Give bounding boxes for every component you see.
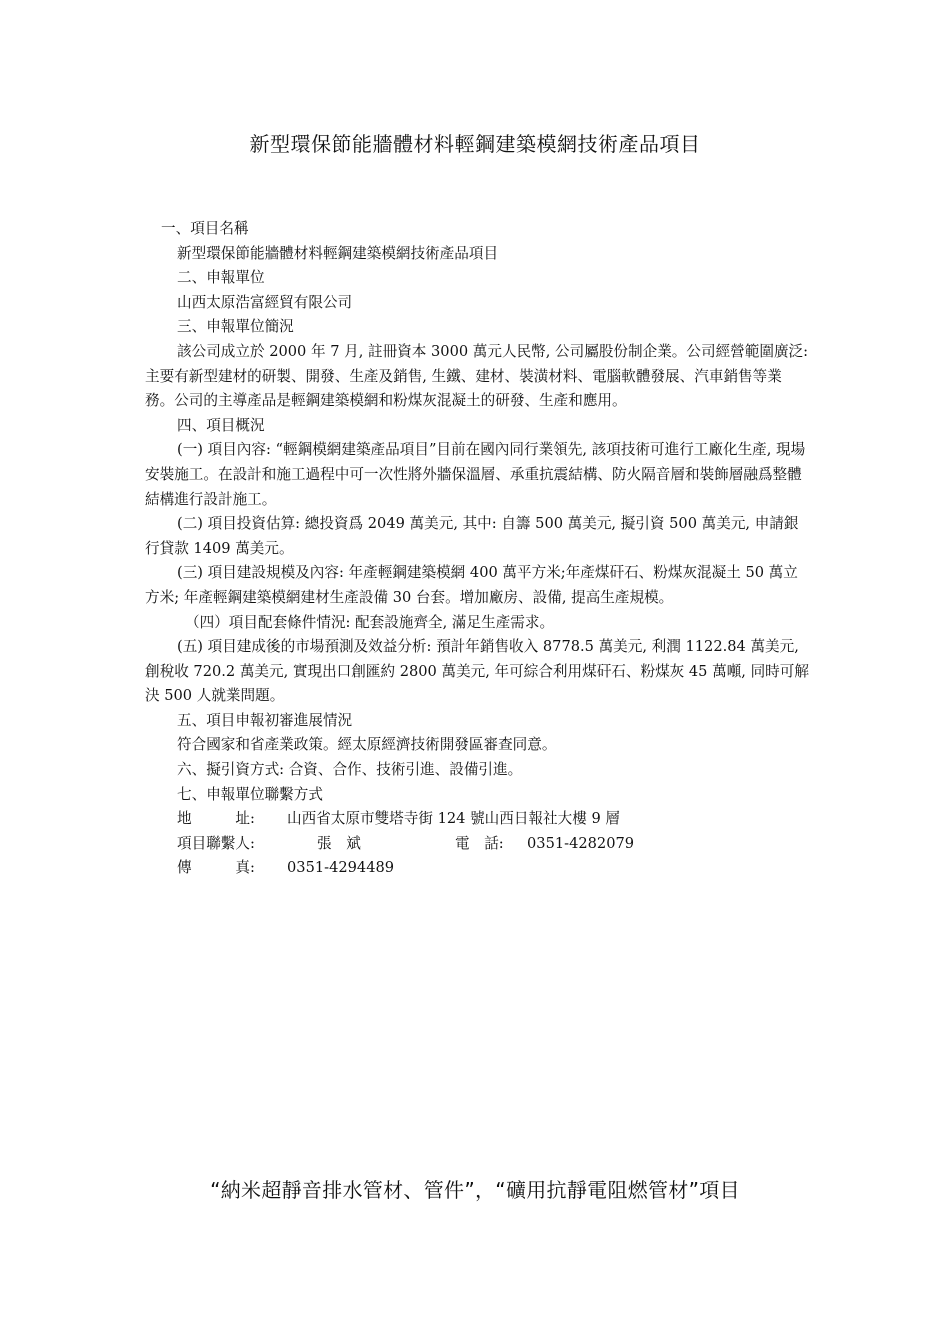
overview-investment-paragraph: (二) 項目投資估算: 總投資爲 2049 萬美元, 其中: 自籌 500 萬美元, 擬引資 500 萬美元, 申請銀行貸款 1409 萬美元。 (145, 515, 799, 557)
overview-scale-paragraph: (三) 項目建設規模及內容: 年產輕鋼建築模網 400 萬平方米;年產煤矸石、粉煤灰混凝土 50 萬立方米; 年產輕鋼建築模網建材生產設備 30 台套。增加廠房、設備, 提高生產規模。 (145, 564, 798, 606)
section-heading-project-name: 一、項目名稱 (161, 220, 249, 237)
tel-value: 0351-4282079 (527, 834, 635, 852)
contact-address-line (145, 807, 810, 832)
overview-market-paragraph: (五) 項目建成後的市場預測及效益分析: 預計年銷售收入 8778.5 萬美元, 利潤 1122.84 萬美元, 創稅收 720.2 萬美元, 實現出口創匯約 2800 萬美元, 年可綜合利用煤矸石、粉煤灰 45 萬噸, 同時可解決 500 人就業問題。 (145, 638, 809, 705)
section-heading-review-progress: 五、項目申報初審進展情況 (177, 711, 353, 729)
document-title: 新型環保節能牆體材料輕鋼建築模網技術產品項目 (249, 132, 701, 156)
section-heading-project-overview: 四、項目概況 (177, 416, 265, 434)
next-project-title: “納米超靜音排水管材、管件”，“礦用抗靜電阻燃管材”項目 (210, 1178, 740, 1202)
fax-value: 0351-4294489 (287, 859, 395, 877)
address-label: 地 址: (177, 810, 255, 828)
applicant-profile-paragraph: 該公司成立於 2000 年 7 月, 註冊資本 3000 萬元人民幣, 公司屬股份制企業。公司經營範圍廣泛: 主要有新型建材的研製、開發、生產及銷售, 生鐵、建材、裝潢材料、電腦軟體發展、汽車銷售等業務。公司的主導產品是輕鋼建築模網和粉煤灰混凝土的研發、生產和應用。 (145, 342, 809, 410)
tel-label: 電 話: (455, 834, 504, 852)
section-heading-investment-method: 六、擬引資方式: 合資、合作、技術引進、設備引進。 (177, 761, 523, 779)
person-value: 張 斌 (317, 834, 361, 852)
applicant-text: 山西太原浩富經貿有限公司 (177, 293, 353, 311)
overview-conditions-paragraph: （四）項目配套條件情況: 配套設施齊全, 滿足生產需求。 (185, 613, 555, 631)
contact-person-line (145, 832, 810, 857)
project-name-text: 新型環保節能牆體材料輕鋼建築模網技術產品項目 (177, 244, 499, 262)
overview-content-paragraph: (一) 項目內容: “輕鋼模網建築產品項目”目前在國內同行業領先, 該項技術可進行工廠化生產, 現場安裝施工。在設計和施工過程中可一次性將外牆保溫層、承重抗震結構、防火隔音層和裝飾層融爲整體結構進行設計施工。 (145, 441, 806, 508)
fax-label: 傳 真: (177, 859, 255, 877)
section-heading-contact: 七、申報單位聯繫方式 (177, 785, 323, 803)
section-heading-applicant-profile: 三、申報單位簡況 (177, 318, 294, 336)
section-heading-applicant: 二、申報單位 (177, 269, 265, 287)
document-body (145, 217, 810, 881)
review-progress-text: 符合國家和省產業政策。經太原經濟技術開發區審查同意。 (177, 736, 557, 754)
address-value: 山西省太原市雙塔寺街 124 號山西日報社大樓 9 層 (287, 810, 620, 828)
contact-fax-line (145, 856, 810, 881)
person-label: 項目聯繫人: (177, 834, 260, 852)
